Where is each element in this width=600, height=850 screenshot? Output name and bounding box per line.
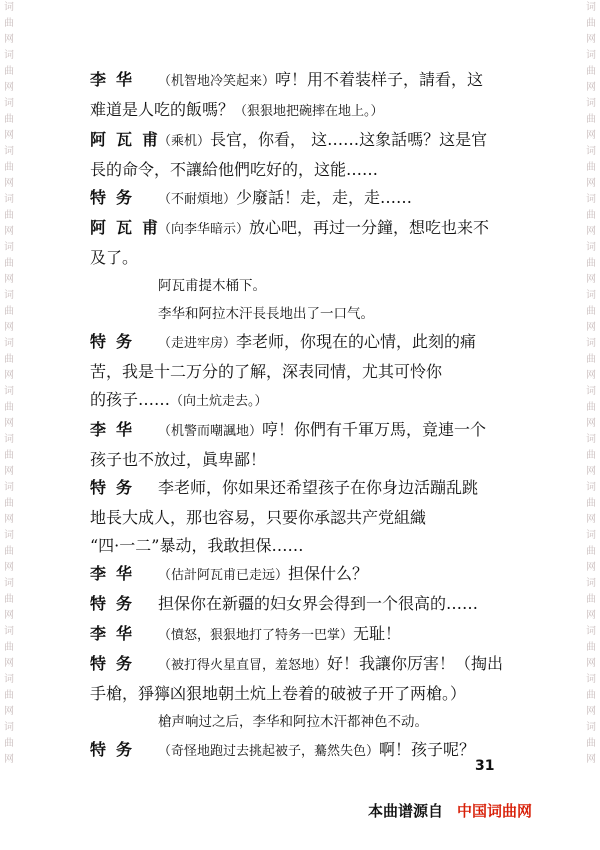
dialogue-text <box>158 590 530 620</box>
dialogue-text <box>158 126 530 156</box>
dialogue-continuation <box>90 504 530 532</box>
speaker-name: 特务 <box>90 594 143 613</box>
spoken-text: 担保你在新疆的妇女界会得到一个很高的…… <box>158 594 479 613</box>
continued-text <box>90 386 530 416</box>
stage-note: （向李华暗示） <box>158 222 250 237</box>
spoken-text: 李老师，你現在的心情，此刻的痛 <box>236 332 477 351</box>
dialogue-continuation <box>90 446 530 474</box>
dialogue-text <box>158 474 530 504</box>
stage-note: （机警而嘲諷地） <box>158 424 263 439</box>
continued-text <box>90 244 530 272</box>
dialogue-text <box>158 650 530 680</box>
dialogue-continuation <box>90 532 530 560</box>
spoken-text: 放心吧，再过一分鐘，想吃也来不 <box>249 218 490 237</box>
stage-note: （狠狠地把碗摔在地上。） <box>234 104 384 119</box>
continued-text <box>90 504 530 532</box>
stage-note: （被打得火星直冒，羞怒地） <box>158 658 328 673</box>
script-page <box>90 66 530 766</box>
spoken-text: 孩子也不放过，眞卑鄙！ <box>90 450 267 469</box>
continued-text <box>90 358 530 386</box>
dialogue-line <box>90 474 530 504</box>
speaker-name: 李华 <box>90 564 143 583</box>
speaker-name: 特务 <box>90 654 143 673</box>
stage-note: （乘机） <box>158 134 211 149</box>
spoken-text: 地長大成人，那也容易，只要你承認共产党組織 <box>90 508 427 527</box>
dialogue-line <box>90 590 530 620</box>
spoken-text: 哼！你們有千軍万馬，竟連一个 <box>262 420 487 439</box>
continued-text <box>90 680 530 708</box>
spoken-text: 啊！孩子呢？ <box>379 740 476 759</box>
spoken-text: 長官，你看， 这……这象話嗎？这是官 <box>210 130 488 149</box>
stage-note: （估計阿瓦甫已走远） <box>158 568 289 583</box>
dialogue-continuation <box>90 96 530 126</box>
spoken-text: “四·一二”暴动，我敢担保…… <box>90 536 304 555</box>
dialogue-line <box>90 560 530 590</box>
dialogue-text <box>158 66 530 96</box>
dialogue-line <box>90 214 530 244</box>
page-number: 31 <box>475 758 495 774</box>
spoken-text: 哼！用不着装样子，請看，这 <box>275 70 484 89</box>
left-watermark-strip: 词曲网词曲网词曲网词曲网词曲网词曲网词曲网词曲网词曲网词曲网词曲网词曲网词曲网词曲网词曲网词曲网 <box>4 2 14 765</box>
spoken-text: 的孩子…… <box>90 390 171 409</box>
dialogue-line <box>90 126 530 156</box>
spoken-text: 苦，我是十二万分的了解，深表同情，尤其可怜你 <box>90 362 443 381</box>
dialogue-continuation <box>90 358 530 386</box>
dialogue-text <box>158 184 530 214</box>
dialogue-line <box>90 650 530 680</box>
source-footer <box>368 800 588 821</box>
spoken-text: 担保什么？ <box>288 564 369 583</box>
speaker-name: 李华 <box>90 420 143 439</box>
speaker-name: 特务 <box>90 478 143 497</box>
speaker-name: 特务 <box>90 740 143 759</box>
spoken-text: 难道是人吃的飯嗎？ <box>90 100 235 119</box>
stage-direction: 槍声响过之后，李华和阿拉木汗都神色不动。 <box>158 714 428 730</box>
dialogue-line <box>90 416 530 446</box>
footer-source-label: 本曲谱源自 <box>368 802 444 820</box>
dialogue-text <box>158 416 530 446</box>
speaker-name: 特务 <box>90 188 143 207</box>
dialogue-text <box>158 214 530 244</box>
stage-note: （憤怒，狠狠地打了特务一巴掌） <box>158 628 354 643</box>
dialogue-continuation <box>90 156 530 184</box>
stage-note: （走进牢房） <box>158 336 237 351</box>
dialogue-line <box>90 620 530 650</box>
stage-note: （不耐煩地） <box>158 192 237 207</box>
spoken-text: 李老师，你如果还希望孩子在你身边活蹦乱跳 <box>158 478 479 497</box>
speaker-name: 阿瓦甫 <box>90 130 169 149</box>
continued-text <box>90 446 530 474</box>
continued-text <box>90 532 530 560</box>
spoken-text: 无耻！ <box>353 624 402 643</box>
stage-note: （机智地冷笑起来） <box>158 74 276 89</box>
dialogue-line <box>90 66 530 96</box>
dialogue-line <box>90 736 530 766</box>
dialogue-line <box>90 328 530 358</box>
right-watermark-strip: 词曲网词曲网词曲网词曲网词曲网词曲网词曲网词曲网词曲网词曲网词曲网词曲网词曲网词曲网词曲网词曲网 <box>586 2 596 765</box>
footer-site-name[interactable]: 中国词曲网 <box>457 802 533 820</box>
spoken-text: 及了。 <box>90 248 139 267</box>
dialogue-continuation <box>90 244 530 272</box>
spoken-text: 好！我讓你厉害！（掏出 <box>327 654 504 673</box>
speaker-name: 特务 <box>90 332 143 351</box>
continued-text <box>90 96 530 126</box>
stage-direction: 阿瓦甫提木桶下。 <box>158 278 266 294</box>
dialogue-line <box>90 184 530 214</box>
dialogue-text <box>158 560 530 590</box>
spoken-text: 少廢話！走，走，走…… <box>236 188 413 207</box>
stage-note: （奇怪地跑过去挑起被子，驀然失色） <box>158 744 380 759</box>
speaker-name: 李华 <box>90 70 143 89</box>
continued-text <box>90 156 530 184</box>
dialogue-text <box>158 620 530 650</box>
spoken-text: 長的命令，不讓給他們吃好的，这能…… <box>90 160 379 179</box>
dialogue-text <box>158 328 530 358</box>
speaker-name: 阿瓦甫 <box>90 218 169 237</box>
spoken-text: 手槍，猙獰凶狠地朝土炕上卷着的破被子开了两槍。） <box>90 684 467 703</box>
dialogue-continuation <box>90 680 530 708</box>
stage-note: （向土炕走去。） <box>170 394 268 409</box>
stage-direction: 李华和阿拉木汗長長地出了一口气。 <box>158 306 374 322</box>
dialogue-continuation <box>90 386 530 416</box>
speaker-name: 李华 <box>90 624 143 643</box>
